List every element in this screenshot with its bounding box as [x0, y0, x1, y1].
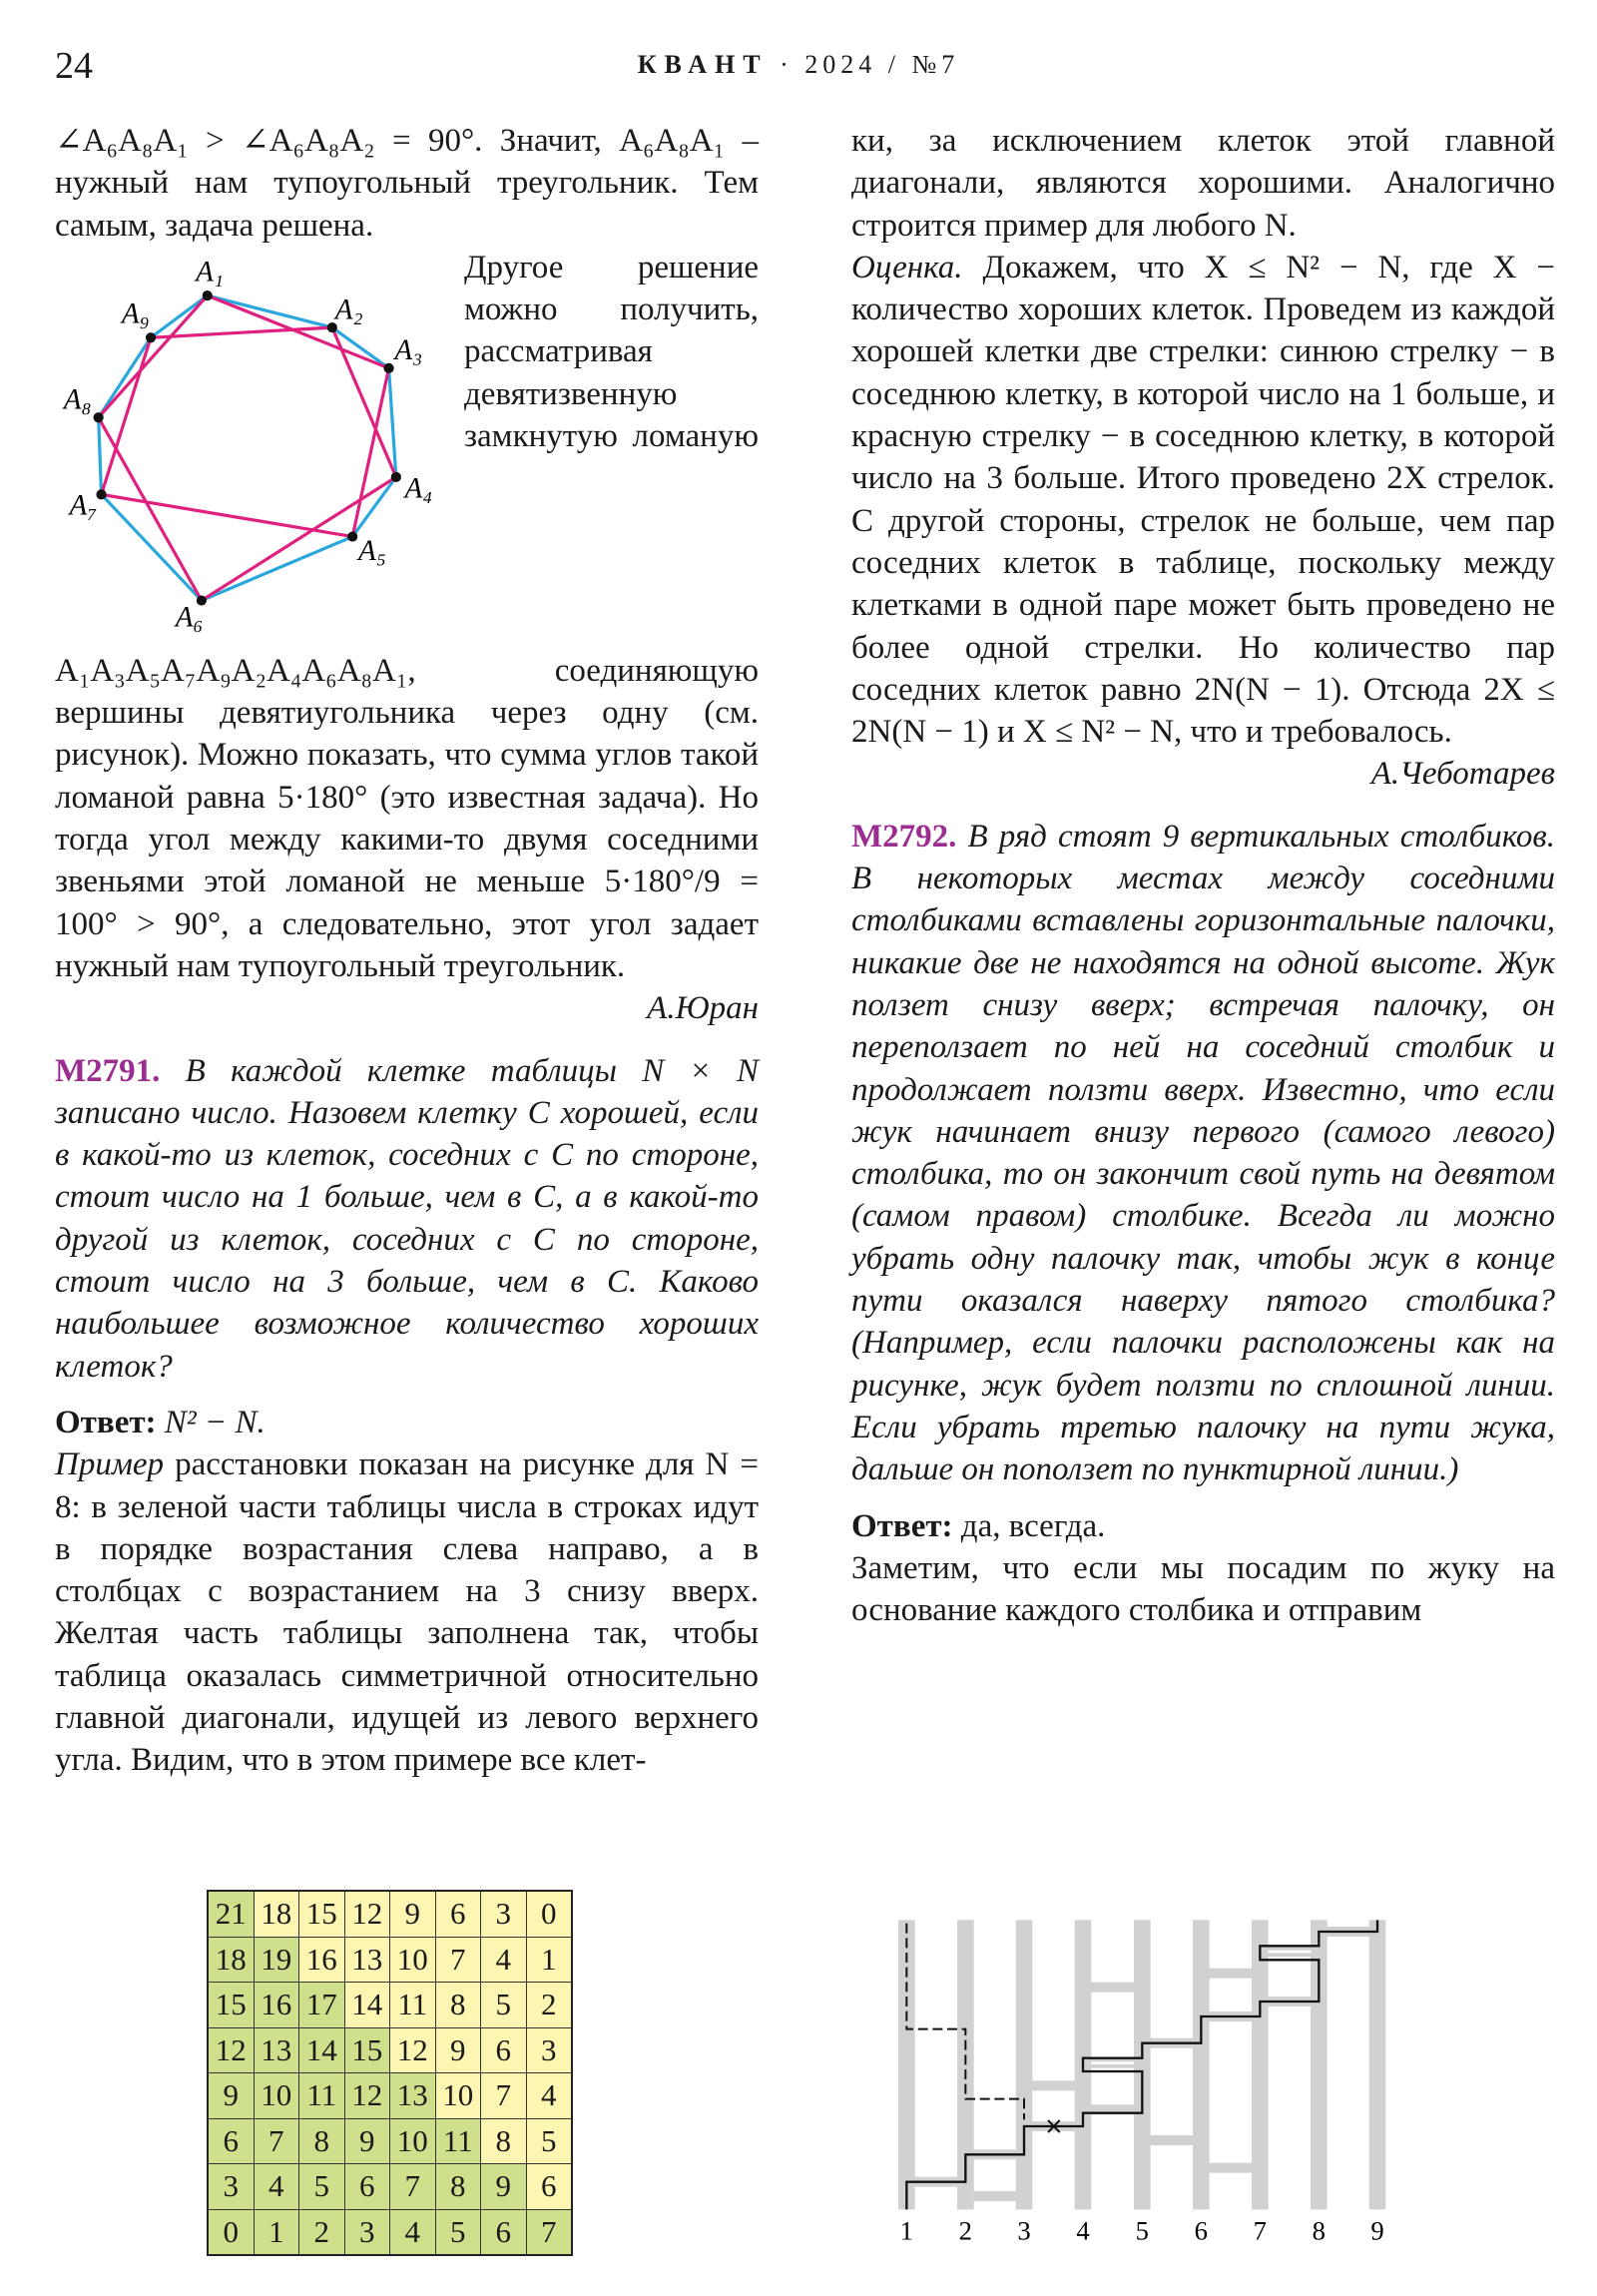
vertex-label: A₆	[175, 601, 204, 634]
nonagon-outline	[99, 295, 396, 600]
post-label: 5	[1135, 2215, 1149, 2246]
problem-id: М2791.	[55, 1052, 161, 1089]
paragraph: ки, за исключением клеток этой главной диагонали, являются хорошими. Аналогично строится пример для любого N.	[851, 123, 1555, 244]
post-label: 3	[1017, 2215, 1031, 2246]
table-cell: 4	[254, 2164, 299, 2210]
vertex-label: A₇	[69, 489, 98, 522]
vertex-label: A₅	[358, 534, 386, 567]
table-cell: 13	[344, 1937, 390, 1983]
table-row	[208, 1983, 572, 2028]
table-cell: 9	[208, 2073, 254, 2119]
post-label: 7	[1253, 2215, 1267, 2246]
table-cell: 15	[299, 1891, 345, 1937]
problem-m2791	[55, 1050, 759, 1388]
table-cell: 1	[254, 2209, 299, 2255]
stick-gap	[1091, 2061, 1134, 2064]
table-row	[208, 2027, 572, 2073]
table-cell: 9	[481, 2164, 527, 2210]
vertex-label: A₃	[394, 333, 423, 366]
table-cell: 7	[435, 1937, 481, 1983]
problem-id: М2792.	[851, 818, 957, 855]
table-cell: 12	[344, 1891, 390, 1937]
issue: · 2024 / №7	[780, 50, 960, 79]
vertex-label: A₉	[121, 297, 150, 330]
table-cell: 6	[435, 1891, 481, 1937]
vertex-point	[203, 290, 213, 300]
table-cell: 7	[390, 2164, 436, 2210]
table-cell: 6	[481, 2027, 527, 2073]
running-header	[0, 50, 1597, 80]
table-cell: 15	[344, 2027, 390, 2073]
answer-value: N² − N.	[164, 1404, 266, 1440]
nonagon-figure	[55, 251, 454, 650]
table-cell: 16	[254, 1983, 299, 2028]
table-cell: 8	[435, 2164, 481, 2210]
post-label: 6	[1194, 2215, 1208, 2246]
table-cell: 7	[254, 2118, 299, 2164]
answer	[55, 1402, 759, 1443]
table-cell: 13	[254, 2027, 299, 2073]
paragraph	[55, 1443, 759, 1781]
answer	[851, 1505, 1555, 1547]
table-cell: 6	[481, 2209, 527, 2255]
table-cell: 4	[390, 2209, 436, 2255]
right-column	[851, 120, 1555, 1631]
table-cell: 4	[481, 1937, 527, 1983]
post-label: 9	[1370, 2215, 1384, 2246]
table-cell: 11	[435, 2118, 481, 2164]
post-label: 4	[1076, 2215, 1090, 2246]
table-row	[208, 2073, 572, 2119]
table-cell: 1	[526, 1937, 572, 1983]
table-cell: 9	[390, 1891, 436, 1937]
vertex-point	[391, 472, 401, 482]
author-signature: А.Чеботарев	[1370, 756, 1555, 793]
horizontal-stick	[965, 2191, 1024, 2201]
beetle-posts-figure	[878, 1917, 1397, 2256]
table-cell: 14	[299, 2027, 345, 2073]
table-cell: 21	[208, 1891, 254, 1937]
table-cell: 16	[299, 1937, 345, 1983]
table-cell: 5	[435, 2209, 481, 2255]
answer-value: да, всегда.	[960, 1507, 1106, 1544]
table-row	[208, 2118, 572, 2164]
stick-gap	[1269, 1951, 1312, 1954]
horizontal-stick	[1024, 2080, 1083, 2090]
horizontal-stick	[1201, 2163, 1260, 2173]
table-cell: 7	[526, 2209, 572, 2255]
vertex-point	[94, 412, 104, 422]
table-cell: 12	[208, 2027, 254, 2073]
page-number: 24	[55, 45, 93, 87]
table-cell: 12	[390, 2027, 436, 2073]
table-cell: 5	[526, 2118, 572, 2164]
table-cell: 10	[390, 1937, 436, 1983]
vertex-point	[146, 332, 156, 342]
table-cell: 6	[344, 2164, 390, 2210]
table-cell: 17	[299, 1983, 345, 2028]
table-cell: 5	[299, 2164, 345, 2210]
vertex-point	[383, 363, 393, 373]
paragraph: Заметим, что если мы посадим по жуку на основание каждого столбика и отправим	[851, 1549, 1555, 1629]
table-cell: 11	[299, 2073, 345, 2119]
paragraph	[851, 247, 1555, 754]
vertical-post	[1252, 1920, 1269, 2209]
example-label: Пример	[55, 1446, 165, 1483]
post-label: 8	[1312, 2215, 1326, 2246]
horizontal-stick	[1142, 2135, 1201, 2145]
left-column	[55, 120, 759, 1782]
table-cell: 9	[344, 2118, 390, 2164]
table-row	[208, 1891, 572, 1937]
vertex-label: A₈	[63, 383, 92, 416]
table-cell: 8	[481, 2118, 527, 2164]
table-cell: 10	[435, 2073, 481, 2119]
vertex-point	[96, 489, 106, 499]
vertex-label: A₁	[196, 256, 224, 288]
table-cell: 5	[481, 1983, 527, 2028]
table-cell: 15	[208, 1983, 254, 2028]
table-cell: 3	[208, 2164, 254, 2210]
table-cell: 19	[254, 1937, 299, 1983]
table-cell: 3	[481, 1891, 527, 1937]
table-cell: 6	[526, 2164, 572, 2210]
vertical-post	[1016, 1920, 1033, 2209]
horizontal-stick	[1083, 1983, 1142, 1993]
table-cell: 18	[254, 1891, 299, 1937]
vertical-post	[898, 1920, 915, 2209]
author-signature: А.Юран	[647, 990, 759, 1027]
paragraph: ∠A₆A₈A₁ > ∠A₆A₈A₂ = 90°. Значит, A₆A₈A₁ – нужный нам тупоугольный треугольник. Тем самым, задача решена.	[55, 123, 759, 244]
post-label: 1	[899, 2215, 913, 2246]
number-table	[207, 1890, 573, 2256]
table-cell: 0	[208, 2209, 254, 2255]
estimate-text: Докажем, что X ≤ N² − N, где X − количество хороших клеток. Проведем из каждой хорошей клетки две стрелки: синюю стрелку − в соседнюю клетку, в которой число на 1 больше, и красную стрелку − в соседнюю клетку, в которой число на 3 больше. Итого проведено 2X стрелок. С другой стороны, стрелок не больше, чем пар соседних клеток в таблице, поскольку между клетками в одной паре может быть проведено не более одной стрелки. Но количество пар соседних клеток равно 2N(N − 1). Отсюда 2X ≤ 2N(N − 1) и X ≤ N² − N, что и требовалось.	[851, 249, 1555, 751]
table-cell: 4	[526, 2073, 572, 2119]
example-text: расстановки показан на рисунке для N = 8: в зеленой части таблицы числа в строках идут в порядке возрастания слева направо, а в столбцах с возрастанием на 3 снизу вверх. Желтая часть таблицы заполнена так, чтобы таблица оказалась симметричной относительно главной диагонали, идущей из левого верхнего угла. Видим, что в этом примере все клет-	[55, 1446, 760, 1779]
table-cell: 10	[254, 2073, 299, 2119]
table-cell: 3	[526, 2027, 572, 2073]
table-cell: 9	[435, 2027, 481, 2073]
table-cell: 18	[208, 1937, 254, 1983]
table-cell: 2	[299, 2209, 345, 2255]
table-cell: 14	[344, 1983, 390, 2028]
journal-name: КВАНТ	[637, 50, 769, 79]
vertex-point	[347, 531, 357, 541]
table-row	[208, 2164, 572, 2210]
problem-m2792	[851, 816, 1555, 1491]
estimate-label: Оценка.	[851, 249, 963, 286]
vertical-post	[1134, 1920, 1151, 2209]
horizontal-stick	[1201, 1969, 1260, 1979]
table-cell: 2	[526, 1983, 572, 2028]
table-cell: 12	[344, 2073, 390, 2119]
table-cell: 8	[435, 1983, 481, 2028]
table-cell: 0	[526, 1891, 572, 1937]
paragraph: Другое решение можно получить, рассматривая девятизвенную замкнутую ломаную A₁A₃A₅A₇A₉A₂A₄A₆A₈A₁, соединяющую вершины девятиугольника через одну (см. рисунок). Можно показать, что сумма углов такой ломаной равна 5·180° (это известная задача). Но тогда угол между какими-то двумя соседними звеньями этой ломаной не меньше 5·180°/9 = 100° > 90°, а следовательно, этот угол задает нужный нам тупоугольный треугольник.	[55, 249, 759, 984]
table-cell: 7	[481, 2073, 527, 2119]
table-cell: 6	[208, 2118, 254, 2164]
table-cell: 3	[344, 2209, 390, 2255]
table-cell: 10	[390, 2118, 436, 2164]
vertical-post	[1193, 1920, 1210, 2209]
table-row	[208, 1937, 572, 1983]
answer-label: Ответ:	[55, 1404, 157, 1440]
vertical-post	[1369, 1920, 1386, 2209]
vertex-label: A₄	[404, 472, 433, 505]
problem-text: В ряд стоят 9 вертикальных столбиков. В некоторых местах между соседними столбиками вставлены горизонтальные палочки, никакие две не находятся на одной высоте. Жук ползет снизу вверх; встречая палочку, он переползает по ней на соседний столбик и продолжает ползти вверх. Известно, что если жук начинает внизу первого (самого левого) столбика, то он закончит свой путь на девятом (самом правом) столбике. Всегда ли можно убрать одну палочку так, чтобы жук в конце пути оказался наверху пятого столбика? (Например, если палочки расположены как на рисунке, жук будет ползти по сплошной линии. Если убрать третью палочку на пути жука, дальше он поползет по пунктирной линии.)	[851, 818, 1555, 1488]
problem-text: В каждой клетке таблицы N × N записано число. Назовем клетку C хорошей, если в какой-то из клеток, соседних с C по стороне, стоит число на 1 больше, чем в C, а в какой-то другой из клеток, соседних с C по стороне, стоит число на 3 больше, чем в C. Каково наибольшее возможное количество хороших клеток?	[55, 1052, 760, 1385]
table-cell: 8	[299, 2118, 345, 2164]
answer-label: Ответ:	[851, 1507, 953, 1544]
table-cell: 11	[390, 1983, 436, 2028]
post-label: 2	[958, 2215, 972, 2246]
vertex-label: A₂	[334, 293, 363, 326]
table-cell: 13	[390, 2073, 436, 2119]
table-row	[208, 2209, 572, 2255]
